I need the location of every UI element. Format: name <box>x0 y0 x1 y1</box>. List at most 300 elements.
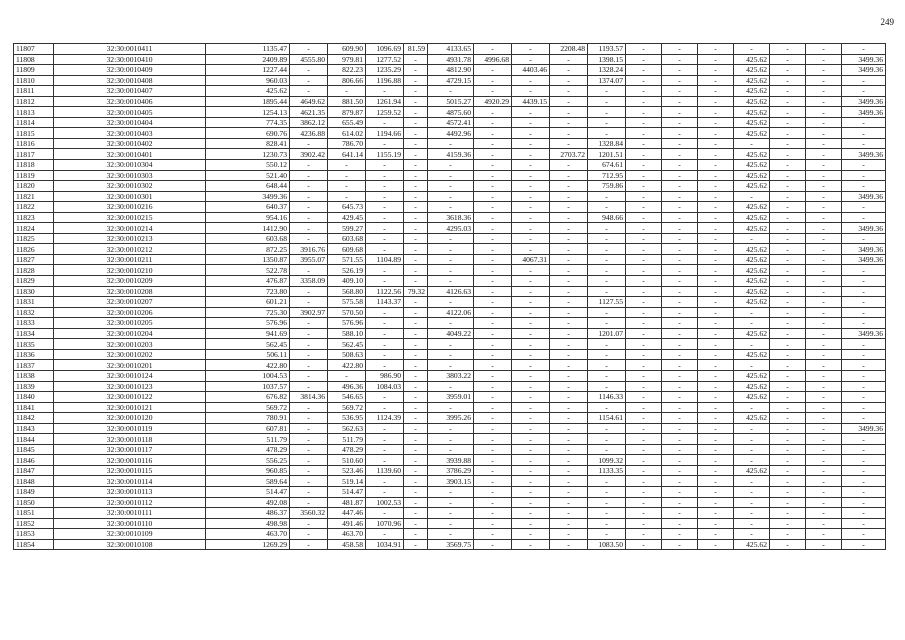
value-cell: 3939.88 <box>428 455 474 466</box>
table-row <box>14 402 886 413</box>
value-cell: - <box>842 212 886 223</box>
value-cell: 1135.47 <box>206 44 290 55</box>
value-cell: - <box>428 170 474 181</box>
value-cell: - <box>588 402 626 413</box>
value-cell: 486.37 <box>206 508 290 519</box>
value-cell: - <box>550 539 588 550</box>
value-cell: - <box>698 75 734 86</box>
value-cell: - <box>366 223 404 234</box>
value-cell: - <box>474 212 512 223</box>
value-cell: 526.19 <box>328 265 366 276</box>
value-cell: 3814.36 <box>290 392 328 403</box>
value-cell: - <box>404 265 428 276</box>
value-cell: - <box>588 128 626 139</box>
value-cell: 511.79 <box>328 434 366 445</box>
value-cell: - <box>698 518 734 529</box>
value-cell: - <box>290 434 328 445</box>
value-cell: - <box>806 360 842 371</box>
value-cell: - <box>626 128 662 139</box>
value-cell: - <box>626 318 662 329</box>
value-cell: - <box>662 339 698 350</box>
row-id-cell: 11826 <box>14 244 54 255</box>
value-cell: - <box>550 370 588 381</box>
value-cell: - <box>588 349 626 360</box>
table-row <box>14 392 886 403</box>
value-cell: - <box>474 392 512 403</box>
value-cell: - <box>662 539 698 550</box>
value-cell: 425.62 <box>734 297 770 308</box>
value-cell: - <box>698 455 734 466</box>
value-cell: - <box>550 486 588 497</box>
value-cell: - <box>698 486 734 497</box>
value-cell: - <box>842 265 886 276</box>
row-id-cell: 11812 <box>14 96 54 107</box>
value-cell: - <box>626 434 662 445</box>
value-cell: - <box>698 160 734 171</box>
value-cell: - <box>404 202 428 213</box>
value-cell: 523.46 <box>328 465 366 476</box>
value-cell: - <box>550 455 588 466</box>
value-cell: - <box>404 465 428 476</box>
value-cell: - <box>404 434 428 445</box>
value-cell: - <box>770 86 806 97</box>
cadastral-number-cell: 32:30:0010117 <box>54 444 206 455</box>
value-cell: 1374.07 <box>588 75 626 86</box>
value-cell: - <box>474 402 512 413</box>
value-cell: 4126.63 <box>428 286 474 297</box>
value-cell: 1146.33 <box>588 392 626 403</box>
value-cell: - <box>404 160 428 171</box>
value-cell: 425.62 <box>734 370 770 381</box>
value-cell: - <box>842 476 886 487</box>
value-cell: - <box>588 107 626 118</box>
value-cell: 648.44 <box>206 181 290 192</box>
value-cell: - <box>662 212 698 223</box>
value-cell: - <box>404 318 428 329</box>
value-cell: 562.63 <box>328 423 366 434</box>
row-id-cell: 11827 <box>14 254 54 265</box>
cadastral-number-cell: 32:30:0010110 <box>54 518 206 529</box>
value-cell: 948.66 <box>588 212 626 223</box>
value-cell: - <box>290 328 328 339</box>
value-cell: 3902.97 <box>290 307 328 318</box>
value-cell: - <box>806 107 842 118</box>
table-row <box>14 276 886 287</box>
cadastral-number-cell: 32:30:0010213 <box>54 233 206 244</box>
table-row <box>14 75 886 86</box>
value-cell: 759.86 <box>588 181 626 192</box>
row-id-cell: 11823 <box>14 212 54 223</box>
value-cell: - <box>290 497 328 508</box>
row-id-cell: 11842 <box>14 413 54 424</box>
value-cell: - <box>290 191 328 202</box>
table-row <box>14 96 886 107</box>
row-id-cell: 11817 <box>14 149 54 160</box>
value-cell: 1196.88 <box>366 75 404 86</box>
row-id-cell: 11813 <box>14 107 54 118</box>
value-cell: - <box>428 181 474 192</box>
value-cell: - <box>366 339 404 350</box>
value-cell: - <box>698 402 734 413</box>
table-row <box>14 518 886 529</box>
value-cell: - <box>662 360 698 371</box>
value-cell: - <box>842 349 886 360</box>
value-cell: - <box>550 160 588 171</box>
value-cell: - <box>428 434 474 445</box>
value-cell: - <box>698 508 734 519</box>
value-cell: - <box>588 339 626 350</box>
value-cell: - <box>662 117 698 128</box>
value-cell: - <box>626 508 662 519</box>
value-cell: - <box>428 138 474 149</box>
value-cell: 425.62 <box>734 244 770 255</box>
row-id-cell: 11820 <box>14 181 54 192</box>
value-cell: - <box>366 160 404 171</box>
value-cell: - <box>734 233 770 244</box>
value-cell: - <box>550 381 588 392</box>
value-cell: - <box>806 413 842 424</box>
value-cell: - <box>770 44 806 55</box>
value-cell: - <box>550 138 588 149</box>
value-cell: - <box>404 444 428 455</box>
value-cell: - <box>404 381 428 392</box>
value-cell: - <box>404 75 428 86</box>
value-cell: - <box>550 276 588 287</box>
value-cell: - <box>698 370 734 381</box>
value-cell: 514.47 <box>328 486 366 497</box>
value-cell: - <box>806 307 842 318</box>
value-cell: - <box>290 181 328 192</box>
table-row <box>14 508 886 519</box>
value-cell: - <box>474 339 512 350</box>
value-cell: - <box>842 508 886 519</box>
value-cell: - <box>512 486 550 497</box>
table-row <box>14 328 886 339</box>
value-cell: 879.87 <box>328 107 366 118</box>
value-cell: - <box>770 339 806 350</box>
value-cell: 655.49 <box>328 117 366 128</box>
cadastral-number-cell: 32:30:0010216 <box>54 202 206 213</box>
value-cell: - <box>626 486 662 497</box>
value-cell: - <box>290 223 328 234</box>
value-cell: - <box>404 117 428 128</box>
value-cell: 496.36 <box>328 381 366 392</box>
value-cell: - <box>626 518 662 529</box>
value-cell: - <box>626 170 662 181</box>
value-cell: - <box>512 381 550 392</box>
value-cell: 1104.89 <box>366 254 404 265</box>
value-cell: - <box>698 202 734 213</box>
value-cell: - <box>474 128 512 139</box>
value-cell: - <box>588 444 626 455</box>
value-cell: - <box>474 455 512 466</box>
value-cell: 425.62 <box>734 107 770 118</box>
value-cell: - <box>474 307 512 318</box>
value-cell: - <box>698 265 734 276</box>
value-cell: 3862.12 <box>290 117 328 128</box>
value-cell: - <box>550 307 588 318</box>
value-cell: - <box>806 54 842 65</box>
value-cell: - <box>550 286 588 297</box>
value-cell: 536.95 <box>328 413 366 424</box>
value-cell: - <box>290 529 328 540</box>
value-cell: - <box>404 392 428 403</box>
value-cell: - <box>404 128 428 139</box>
value-cell: - <box>842 360 886 371</box>
value-cell: - <box>698 318 734 329</box>
cadastral-number-cell: 32:30:0010409 <box>54 65 206 76</box>
value-cell: - <box>770 423 806 434</box>
value-cell: - <box>698 413 734 424</box>
value-cell: - <box>290 86 328 97</box>
table-row <box>14 423 886 434</box>
value-cell: - <box>662 233 698 244</box>
value-cell: - <box>474 86 512 97</box>
value-cell: - <box>290 138 328 149</box>
value-cell: - <box>698 65 734 76</box>
value-cell: - <box>588 518 626 529</box>
value-cell: - <box>290 402 328 413</box>
value-cell: - <box>770 360 806 371</box>
value-cell: - <box>626 96 662 107</box>
value-cell: - <box>512 107 550 118</box>
value-cell: - <box>734 44 770 55</box>
value-cell: - <box>842 297 886 308</box>
value-cell: 3358.09 <box>290 276 328 287</box>
value-cell: 1895.44 <box>206 96 290 107</box>
value-cell: - <box>550 360 588 371</box>
value-cell: - <box>474 508 512 519</box>
value-cell: 409.10 <box>328 276 366 287</box>
value-cell: 1122.56 <box>366 286 404 297</box>
value-cell: - <box>770 117 806 128</box>
value-cell: - <box>474 539 512 550</box>
cadastral-number-cell: 32:30:0010411 <box>54 44 206 55</box>
value-cell: 1004.53 <box>206 370 290 381</box>
value-cell: 425.62 <box>734 170 770 181</box>
value-cell: 3995.26 <box>428 413 474 424</box>
value-cell: - <box>770 265 806 276</box>
value-cell: 3618.36 <box>428 212 474 223</box>
value-cell: - <box>588 191 626 202</box>
value-cell: - <box>428 318 474 329</box>
value-cell: - <box>806 349 842 360</box>
value-cell: - <box>698 54 734 65</box>
value-cell: - <box>626 423 662 434</box>
value-cell: 609.90 <box>328 44 366 55</box>
value-cell: - <box>806 65 842 76</box>
value-cell: - <box>698 117 734 128</box>
value-cell: - <box>770 244 806 255</box>
value-cell: - <box>428 276 474 287</box>
value-cell: - <box>842 455 886 466</box>
value-cell: 1099.32 <box>588 455 626 466</box>
value-cell: 4996.68 <box>474 54 512 65</box>
value-cell: - <box>428 297 474 308</box>
value-cell: - <box>626 233 662 244</box>
value-cell: 1412.90 <box>206 223 290 234</box>
cadastral-number-cell: 32:30:0010401 <box>54 149 206 160</box>
value-cell: - <box>428 160 474 171</box>
value-cell: - <box>806 223 842 234</box>
value-cell: - <box>770 476 806 487</box>
value-cell: 425.62 <box>734 181 770 192</box>
value-cell: 569.72 <box>206 402 290 413</box>
table-row <box>14 117 886 128</box>
value-cell: - <box>770 328 806 339</box>
value-cell: - <box>770 286 806 297</box>
value-cell: - <box>662 529 698 540</box>
value-cell: - <box>366 392 404 403</box>
value-cell: - <box>428 244 474 255</box>
value-cell: - <box>550 339 588 350</box>
value-cell: - <box>366 444 404 455</box>
row-id-cell: 11852 <box>14 518 54 529</box>
value-cell: 4621.35 <box>290 107 328 118</box>
cadastral-number-cell: 32:30:0010111 <box>54 508 206 519</box>
value-cell: - <box>428 339 474 350</box>
table-row <box>14 318 886 329</box>
value-cell: - <box>474 160 512 171</box>
value-cell: 425.62 <box>734 328 770 339</box>
value-cell: - <box>428 349 474 360</box>
cadastral-number-cell: 32:30:0010120 <box>54 413 206 424</box>
value-cell: - <box>842 486 886 497</box>
value-cell: - <box>806 265 842 276</box>
value-cell: - <box>512 128 550 139</box>
value-cell: 3959.01 <box>428 392 474 403</box>
value-cell: - <box>842 44 886 55</box>
value-cell: 3499.36 <box>842 54 886 65</box>
value-cell: 641.14 <box>328 149 366 160</box>
cadastral-number-cell: 32:30:0010112 <box>54 497 206 508</box>
value-cell: - <box>698 191 734 202</box>
cadastral-number-cell: 32:30:0010402 <box>54 138 206 149</box>
value-cell: - <box>770 254 806 265</box>
value-cell: - <box>366 181 404 192</box>
cadastral-number-cell: 32:30:0010301 <box>54 191 206 202</box>
row-id-cell: 11850 <box>14 497 54 508</box>
value-cell: 491.46 <box>328 518 366 529</box>
value-cell: - <box>512 212 550 223</box>
value-cell: - <box>698 86 734 97</box>
value-cell: - <box>662 149 698 160</box>
value-cell: - <box>474 117 512 128</box>
value-cell: - <box>662 297 698 308</box>
value-cell: - <box>734 518 770 529</box>
value-cell: 1277.52 <box>366 54 404 65</box>
value-cell: - <box>734 307 770 318</box>
value-cell: - <box>404 181 428 192</box>
value-cell: - <box>662 465 698 476</box>
value-cell: - <box>698 497 734 508</box>
value-cell: - <box>806 170 842 181</box>
value-cell: - <box>588 286 626 297</box>
value-cell: - <box>770 307 806 318</box>
value-cell: - <box>842 318 886 329</box>
value-cell: - <box>404 497 428 508</box>
value-cell: - <box>734 497 770 508</box>
value-cell: - <box>770 402 806 413</box>
value-cell: - <box>626 254 662 265</box>
value-cell: - <box>842 307 886 318</box>
value-cell: 508.63 <box>328 349 366 360</box>
value-cell: - <box>550 65 588 76</box>
value-cell: - <box>474 497 512 508</box>
value-cell: 425.62 <box>734 276 770 287</box>
value-cell: - <box>626 86 662 97</box>
value-cell: 2409.89 <box>206 54 290 65</box>
value-cell: 1201.07 <box>588 328 626 339</box>
value-cell: - <box>770 223 806 234</box>
value-cell: - <box>550 465 588 476</box>
cadastral-number-cell: 32:30:0010404 <box>54 117 206 128</box>
value-cell: - <box>698 254 734 265</box>
table-row <box>14 529 886 540</box>
row-id-cell: 11822 <box>14 202 54 213</box>
value-cell: - <box>512 402 550 413</box>
value-cell: 645.73 <box>328 202 366 213</box>
row-id-cell: 11834 <box>14 328 54 339</box>
value-cell: - <box>550 75 588 86</box>
value-cell: - <box>698 529 734 540</box>
value-cell: - <box>550 233 588 244</box>
value-cell: - <box>806 276 842 287</box>
value-cell: - <box>512 307 550 318</box>
value-cell: 576.96 <box>206 318 290 329</box>
value-cell: - <box>366 170 404 181</box>
table-row <box>14 44 886 55</box>
value-cell: - <box>806 328 842 339</box>
value-cell: - <box>512 265 550 276</box>
value-cell: - <box>588 476 626 487</box>
value-cell: - <box>770 138 806 149</box>
value-cell: 3499.36 <box>842 254 886 265</box>
value-cell: - <box>806 160 842 171</box>
value-cell: - <box>734 486 770 497</box>
table-row <box>14 170 886 181</box>
value-cell: 774.35 <box>206 117 290 128</box>
value-cell: - <box>512 392 550 403</box>
value-cell: - <box>662 402 698 413</box>
value-cell: - <box>842 370 886 381</box>
value-cell: - <box>474 360 512 371</box>
value-cell: 806.66 <box>328 75 366 86</box>
value-cell: 425.62 <box>734 65 770 76</box>
value-cell: - <box>328 191 366 202</box>
value-cell: 4812.90 <box>428 65 474 76</box>
value-cell: 3499.36 <box>206 191 290 202</box>
value-cell: - <box>474 181 512 192</box>
value-cell: - <box>626 202 662 213</box>
value-cell: - <box>474 223 512 234</box>
table-row <box>14 233 886 244</box>
value-cell: - <box>428 254 474 265</box>
value-cell: - <box>328 170 366 181</box>
table-body <box>14 44 886 550</box>
value-cell: - <box>698 276 734 287</box>
value-cell: - <box>806 233 842 244</box>
value-cell: 425.62 <box>734 539 770 550</box>
value-cell: - <box>290 476 328 487</box>
value-cell: - <box>366 328 404 339</box>
cadastral-number-cell: 32:30:0010114 <box>54 476 206 487</box>
value-cell: - <box>806 212 842 223</box>
value-cell: - <box>588 254 626 265</box>
value-cell: 550.12 <box>206 160 290 171</box>
value-cell: - <box>512 191 550 202</box>
value-cell: - <box>428 381 474 392</box>
